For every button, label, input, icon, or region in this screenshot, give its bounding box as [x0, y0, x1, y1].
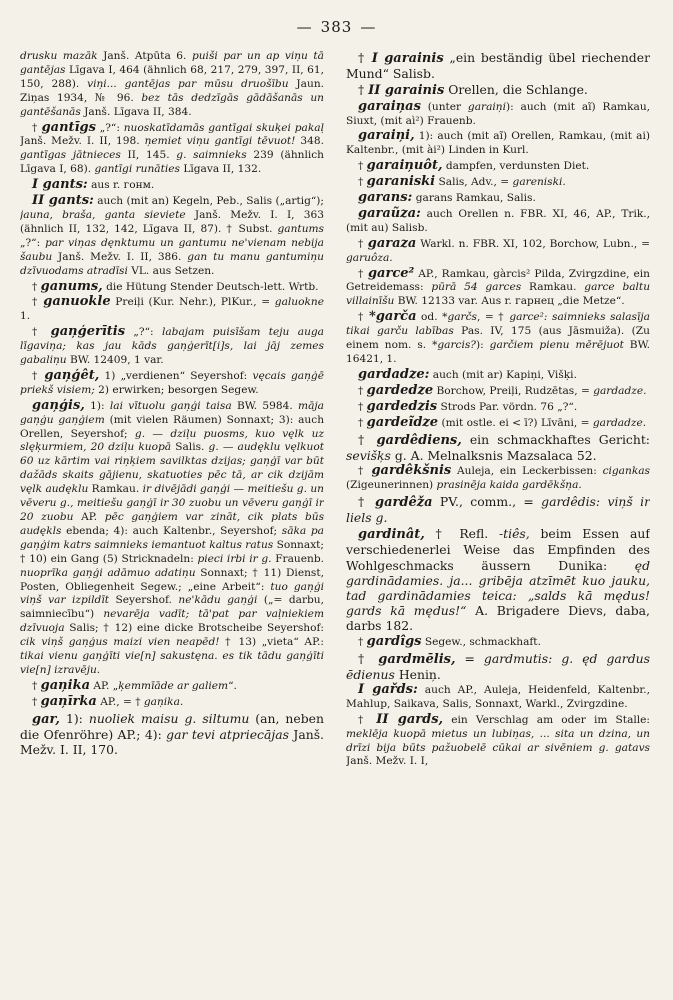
- entry-text: Sonnaxt; † 11) Dienst, Posten, Obliegenheit Segew.; „eine Arbeit“:: [20, 566, 324, 593]
- entry-text: AP. „: [90, 679, 119, 692]
- entry-headword: gardêža: [375, 494, 433, 510]
- dictionary-entry: [346, 237, 650, 266]
- entry-text: Warkl. n. FBR. XI, 102, Borchow, Lubn., =: [416, 237, 650, 250]
- entry-text: Pas. IV, 175 (aus Jāsmuiža). (Zu einem nom. s.: [346, 325, 650, 352]
- entry-text: 348.: [295, 135, 324, 148]
- entry-text: beim Essen auf verschiedenerlei Weise das Empfinden des Wohlgeschmacks äussern Dunika:: [346, 526, 650, 573]
- entry-text: ): auch (mit aĩ) Ramkau, Siuxt, (mit aì²) Frauenb.: [346, 100, 650, 127]
- dictionary-entry: [346, 50, 650, 81]
- entry-headword: I garainis: [371, 51, 444, 66]
- entry-text: AP.: [73, 511, 105, 523]
- entry-text: ebenda; 4): auch Kaltenbr., Seyershof;: [61, 524, 282, 537]
- entry-example: nuoskatīdamās gantīgai skuķei pakaļ: [123, 121, 324, 134]
- entry-example: gantīgas jātnieces: [20, 149, 121, 162]
- entry-text: Orellen, die Schlange.: [444, 82, 588, 98]
- entry-text: 2) erwirken; besorgen Segew.: [94, 383, 259, 396]
- dictionary-entry: [20, 679, 324, 694]
- entry-headword: garaiņas: [358, 98, 421, 114]
- entry-example: gar tevi atpriecājas: [166, 726, 289, 742]
- dictionary-entry: [346, 464, 650, 493]
- dictionary-entry: [20, 695, 324, 710]
- entry-text: †: [32, 326, 51, 339]
- dictionary-entry: [346, 129, 650, 158]
- entry-example: pieci irbi ir g.: [197, 552, 272, 565]
- dictionary-entry: [346, 191, 650, 206]
- dictionary-entry: [346, 683, 650, 712]
- entry-text: Heniņ.: [394, 666, 441, 682]
- entry-headword: garaniski: [366, 174, 436, 190]
- entry-text: Preiļi (Kur. Nehr.), PlKur., =: [110, 296, 275, 309]
- entry-text: †: [358, 176, 367, 189]
- entry-text: † 13) „vieta“ AP.:: [219, 636, 324, 649]
- entry-text: †: [32, 679, 41, 692]
- entry-text: †: [358, 384, 367, 397]
- entry-text: †: [358, 400, 367, 413]
- entry-text: ein Verschlag am oder im Stalle:: [443, 713, 650, 726]
- entry-example: galuokne: [274, 296, 324, 309]
- entry-headword: II gants:: [32, 193, 94, 209]
- entry-text: †: [358, 713, 377, 726]
- entry-text: Ramkau.: [521, 281, 585, 294]
- entry-headword: garaũza:: [358, 205, 421, 221]
- page-number-value: 383: [320, 18, 353, 36]
- entry-example: cik viņš gaņģus maizi vien neapēd!: [20, 636, 220, 649]
- entry-headword: garaza: [367, 235, 417, 251]
- entry-text: ):: [475, 339, 490, 352]
- entry-example: sāka pa gaņģim katrs saimnieks iemantuot kaltus ratus: [20, 524, 324, 551]
- entry-example: labajam puisīšam teju auga līgaviņa; kas jau kāds gaņģerīt[i]s, lai jāj zemes gabaliņu: [20, 326, 324, 367]
- entry-text: (mit ostle. ei < ī?) Līvāni, =: [438, 416, 593, 429]
- dictionary-entry: [346, 494, 650, 525]
- entry-example: gardadze.: [593, 384, 647, 397]
- page-number-dash-right: —: [360, 18, 377, 36]
- entry-text: „?“:: [125, 326, 162, 339]
- entry-example: -tiês,: [498, 526, 530, 542]
- entry-headword: gardîgs: [366, 633, 422, 649]
- entry-example: gardadze.: [592, 416, 647, 429]
- entry-headword: gardêkšnis: [371, 462, 452, 478]
- entry-text: VL. aus Setzen.: [127, 264, 215, 277]
- entry-text: AP., = †: [96, 695, 144, 708]
- entry-headword: gaņika: [40, 677, 91, 693]
- entry-text: †: [358, 493, 375, 509]
- entry-text: 1) „verdienen“ Seyershof:: [99, 369, 253, 382]
- entry-example: gardmutis: g. ęd gardus ēdienus: [346, 650, 650, 682]
- entry-example: ęd gardinādamies. ja... gribēja atzīmēt kuo jauku, tad gardinādamies teica: „salds kā mędus! gards kā mędus!“: [346, 557, 650, 619]
- entry-example: pūrā 54 garces: [431, 281, 522, 294]
- entry-text: BW. 12133 var. Aus r. гарнец „die Metze“.: [394, 295, 625, 308]
- entry-text: PV., comm., =: [432, 493, 542, 509]
- entry-text: „?“:: [95, 121, 124, 134]
- entry-headword: gaņģêt,: [44, 367, 100, 383]
- dictionary-entry: [20, 178, 324, 193]
- entry-text: Janš. Mežv. I. II, 386.: [52, 250, 188, 263]
- dictionary-entry: [20, 194, 324, 278]
- entry-headword: gardêdiens,: [376, 432, 462, 448]
- entry-text: †: [358, 431, 377, 447]
- dictionary-entry: [346, 635, 650, 650]
- entry-text: Janš. Atpūta 6.: [97, 50, 192, 62]
- entry-example: pēc gaņģiem var zināt, cik plats būs audękls: [20, 511, 324, 537]
- entry-text: II, 145.: [120, 149, 177, 162]
- entry-text: „?“:: [20, 236, 46, 249]
- entry-headword: gaņģis,: [32, 397, 85, 413]
- entry-text: “.: [228, 679, 237, 692]
- entry-example: meklēja kuopā mietus un lubiņas, ... sita un dzina, un drīzi bija būts pažuobelē cūkai ar sivēniem g. gatavs: [346, 727, 650, 754]
- entry-headword: gaņīrka: [40, 693, 97, 709]
- entry-text: BW. 12409, 1 var.: [66, 354, 164, 367]
- dictionary-entry: [346, 100, 650, 129]
- dictionary-entry: [346, 159, 650, 174]
- dictionary-entry: [20, 711, 324, 758]
- entry-example: bez tās dedzīgās gādāšanās un gantēšanās: [20, 91, 324, 118]
- entry-text: †: [32, 695, 41, 708]
- dictionary-entry: [20, 295, 324, 324]
- entry-text: od.: [416, 311, 443, 324]
- entry-text: †: [32, 296, 44, 309]
- entry-headword: gardinât,: [358, 527, 425, 543]
- entry-text: auch (mit an) Kegeln, Peb., Salis („artig“);: [93, 195, 324, 208]
- entry-example: g. — audęklu vęlkuot 60 uz kārtim vai riņķiem savilktas dzijas; gaņģī var būt dažāds skaits gājienu, skatuoties pēc tā, ar cik dzijām vęlk audęklu: [20, 441, 324, 496]
- entry-text: Jaun. Ziņas 1934, № 96.: [20, 77, 324, 104]
- entry-text: (unter: [420, 100, 468, 113]
- entry-text: BW. 5984.: [231, 399, 299, 412]
- entry-headword: gaņģerītis: [50, 324, 126, 340]
- page-number-dash-left: —: [296, 18, 313, 36]
- entry-text: A. Brigadere Dievs, daba, darbs 182.: [346, 603, 650, 634]
- entry-headword: gardadze:: [358, 366, 430, 382]
- dictionary-entry: [346, 384, 650, 399]
- entry-headword: garaiņi,: [358, 128, 415, 144]
- entry-example: gan tu manu gantumiņu dzīvuodams atradīsi: [20, 250, 324, 277]
- entry-headword: gardeĩdze: [366, 414, 439, 430]
- entry-example: garuôza.: [346, 251, 393, 264]
- entry-example: ne'kādu gaņģi: [178, 594, 258, 607]
- dictionary-entry: [346, 267, 650, 310]
- entry-text: BW. 16421, 1.: [346, 339, 650, 366]
- left-column: [20, 50, 324, 992]
- entry-example: gareniski.: [512, 176, 566, 189]
- entry-text: aus r. гонм.: [87, 179, 155, 192]
- entry-headword: garaiņuôt,: [366, 158, 443, 174]
- entry-example: ir divējādi gaņģi — meitiešu g. un vēveru g., meitiešu gaņģī ir 30 zuobu un vēveru gaņģī ir 20 zuobu: [20, 483, 324, 523]
- entry-headword: ganuokle: [43, 294, 111, 310]
- entry-example: māja gaņģu gaņģiem: [20, 399, 324, 426]
- entry-text: auch (mit ar) Kapiņi, Višķi.: [429, 368, 577, 381]
- entry-text: †: [32, 121, 42, 134]
- dictionary-entry: [346, 400, 650, 415]
- entry-text: auch Orellen n. FBR. XI, 46, AP., Trik., (mit au) Salisb.: [346, 207, 650, 234]
- entry-text: †: [358, 650, 379, 666]
- entry-text: Seyershof.: [108, 594, 179, 607]
- entry-text: Salis, Adv., =: [435, 176, 513, 189]
- entry-text: †: [358, 237, 368, 250]
- entry-text: („= darbu, saimniecību“): [20, 594, 324, 621]
- entry-text: , = †: [476, 311, 510, 324]
- entry-example: ņemiet viņu gantīgi tēvuot!: [144, 135, 296, 148]
- entry-headword: gar,: [32, 711, 60, 727]
- entry-headword: gardedze: [366, 382, 434, 398]
- dictionary-entry: [20, 325, 324, 368]
- entry-headword: I gants:: [32, 177, 88, 193]
- dictionary-entry: [346, 310, 650, 367]
- entry-example: gantums: [277, 222, 324, 235]
- dictionary-entry: [346, 82, 650, 98]
- entry-example: ķemmīāde ar galiem: [118, 679, 229, 692]
- entry-text: Segew., schmackhaft.: [421, 635, 541, 648]
- entry-example: viņi... gantējas par mūsu druošību: [87, 77, 289, 90]
- dictionary-entry: [346, 526, 650, 633]
- entry-example: tikai vienu gaņģīti vie[n] sakustęna. es tik tādu gaņģīti vie[n] izravēju.: [20, 650, 324, 676]
- entry-headword: *garča: [369, 309, 417, 325]
- entry-text: Janš. Mežv. I. I,: [346, 755, 429, 768]
- entry-text: 239 (ähnlich Līgava I, 68).: [20, 149, 324, 176]
- entry-text: †: [358, 311, 370, 324]
- entry-example: gantīgi runāties: [94, 163, 180, 176]
- dictionary-entry: [346, 432, 650, 463]
- entry-text: (an, neben die Ofenröhre) AP.; 4):: [20, 710, 324, 742]
- entry-example: garce²: saimnieks salasīja tikai garču labības: [346, 311, 650, 338]
- entry-example: nuoprīka gaņģi adāmuo adatiņu: [20, 566, 196, 579]
- dictionary-entry: [20, 121, 324, 178]
- entry-text: Janš. Mežv. I. I, 363 (ähnlich II, 132, 142, Līgava II, 87). † Subst.: [20, 208, 324, 235]
- entry-text: ein schmackhaftes Gericht:: [461, 431, 650, 447]
- entry-text: Janš. Līgava II, 384.: [80, 105, 192, 118]
- entry-example: gardêdis: viņš ir liels g.: [346, 493, 650, 525]
- dictionary-entry: [20, 280, 324, 295]
- entry-text: die Hütung Stender Deutsch-lett. Wrtb.: [102, 280, 319, 293]
- page-number: [0, 18, 673, 36]
- entry-example: garce baltu villainīšu: [346, 281, 650, 308]
- dictionary-entry: [20, 369, 324, 398]
- entry-text: Salis.: [171, 441, 209, 454]
- entry-text: † Refl.: [424, 526, 499, 542]
- entry-text: Salis; † 12) eine dicke Brotscheibe Seyershof:: [64, 622, 324, 635]
- entry-example: lai vītuolu gaņģi taisa: [109, 399, 232, 412]
- column-divider: [334, 50, 335, 988]
- entry-example: nuoliek maisu g. siltumu: [88, 710, 250, 726]
- dictionary-entry: [346, 416, 650, 431]
- entry-example: g. — dziļu puosms, kuo vęlk uz slęķurmiem, 20 dziļu kuopā: [20, 427, 324, 454]
- entry-text: (mit vielen Räumen) Sonnaxt; 3): auch Orellen, Seyershof;: [20, 413, 324, 440]
- entry-example: par viņas dęnktumu un gantumu ne'vienam nebija šaubu: [20, 236, 324, 263]
- entry-example: jauna, braša, ganta sieviete: [20, 208, 186, 221]
- entry-headword: ganums,: [40, 278, 103, 294]
- dictionary-entry: [346, 207, 650, 236]
- entry-text: (Zigeunerinnen): [346, 478, 437, 491]
- dictionary-entry: [346, 175, 650, 190]
- entry-text: =: [455, 650, 484, 666]
- entry-headword: gardmēlis,: [378, 651, 456, 667]
- entry-text: „ein beständig übel riechender Mund“ Salisb.: [346, 50, 650, 82]
- entry-text: †: [358, 50, 372, 65]
- entry-text: Ramkau.: [88, 483, 143, 496]
- entry-example: cigankas: [602, 464, 650, 477]
- entry-example: drusku mazāk: [20, 50, 98, 62]
- entry-text: 1.: [20, 310, 31, 323]
- entry-text: Līgava II, 132.: [179, 163, 262, 176]
- entry-text: †: [358, 416, 367, 429]
- entry-text: Borchow, Preiļi, Rudzētas, =: [433, 384, 594, 397]
- entry-text: †: [32, 280, 41, 293]
- entry-headword: gardedzis: [366, 398, 438, 414]
- entry-text: †: [358, 267, 368, 280]
- dictionary-entry: [346, 651, 650, 682]
- entry-text: †: [32, 369, 45, 382]
- entry-example: puiši par un ap viņu tā gantējas: [20, 50, 324, 76]
- entry-text: †: [358, 160, 367, 173]
- dictionary-entry: [20, 50, 324, 120]
- entry-example: sevišķs: [346, 447, 391, 463]
- entry-text: †: [358, 464, 372, 477]
- entry-example: vęcais gaņģē priekš visiem;: [20, 369, 324, 396]
- entry-example: tuo gaņģi viņš var izpildīt: [20, 580, 324, 607]
- entry-example: gaņika.: [143, 695, 184, 708]
- entry-text: auch AP., Auleja, Heidenfeld, Kaltenbr., Mahlup, Saikava, Salis, Sonnaxt, Warkl., Zvirgzdine.: [346, 683, 650, 710]
- entry-example: *garčs: [442, 311, 477, 324]
- entry-text: garans Ramkau, Salis.: [412, 192, 536, 205]
- entry-headword: I gařds:: [358, 681, 418, 697]
- entry-text: †: [358, 82, 369, 98]
- entry-text: Frauenb.: [271, 552, 324, 565]
- entry-text: g. A. Melnalksnis Mazsalaca 52.: [390, 447, 597, 463]
- entry-text: Strods Par. vördn. 76 „?“.: [437, 400, 578, 413]
- entry-example: garaiņi: [467, 100, 506, 113]
- entry-text: Janš. Mežv. I. II, 170.: [20, 726, 324, 758]
- entry-example: garčiem pienu mērējuot: [489, 339, 624, 352]
- entry-example: nevarēja vadīt; tā'pat par vaļniekiem dzīvuoja: [20, 608, 324, 635]
- dictionary-entry: [346, 368, 650, 383]
- entry-headword: II garainis: [368, 83, 445, 99]
- entry-text: 1):: [84, 399, 110, 412]
- entry-headword: garce²: [367, 265, 415, 281]
- entry-text: Sonnaxt; † 10) ein Gang (5) Stricknadeln:: [20, 538, 324, 565]
- dictionary-entry: [346, 713, 650, 770]
- entry-text: 1):: [59, 710, 89, 726]
- entry-text: Līgava I, 464 (ähnlich 68, 217, 279, 397, II, 61, 150, 288).: [20, 63, 324, 90]
- entry-example: prasinēja kaida gardēkšņa.: [436, 478, 582, 491]
- entry-example: *garcis?: [432, 339, 476, 352]
- entry-text: †: [358, 635, 367, 648]
- right-column: [346, 50, 650, 992]
- entry-text: dampfen, verdunsten Diet.: [442, 160, 590, 173]
- entry-headword: garans:: [358, 190, 413, 206]
- entry-text: Auleja, ein Leckerbissen:: [451, 464, 603, 477]
- entry-headword: II gards,: [376, 711, 444, 727]
- entry-text: 1): auch (mit aĩ) Orellen, Ramkau, (mit ai) Kaltenbr., (mit ài²) Linden in Kurl.: [346, 130, 650, 157]
- dictionary-entry: [20, 399, 324, 678]
- entry-headword: gantīgs: [41, 119, 96, 135]
- entry-example: g. saimnieks: [176, 149, 247, 162]
- entry-text: Janš. Mežv. I. II, 198.: [20, 135, 145, 148]
- entry-text: AP., Ramkau, gàrcis² Pilda, Zvirgzdine, ein Getreidemass:: [346, 267, 650, 294]
